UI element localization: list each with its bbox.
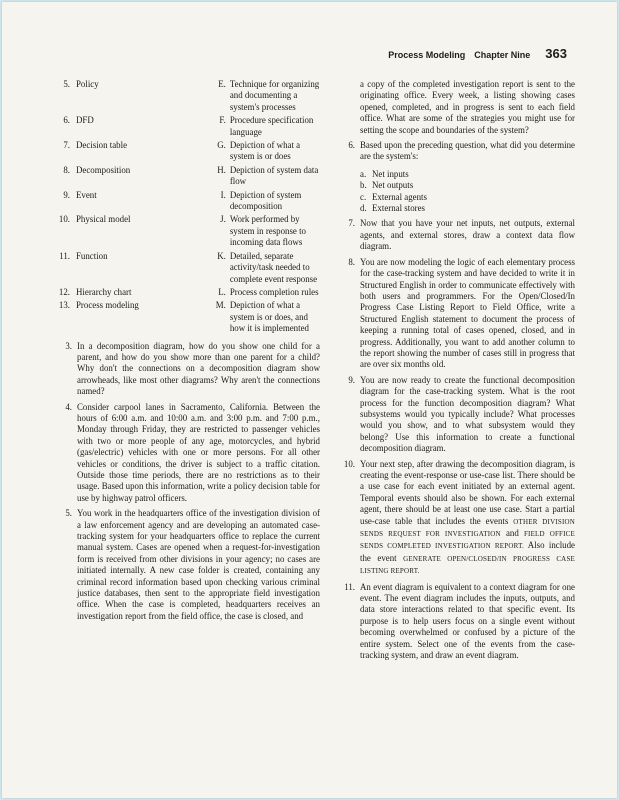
definition-letter: G. (217, 140, 226, 151)
event-name: FIELD OFFICE SENDS COMPLETED INVESTIGATION REPORT. (360, 530, 576, 551)
term-number: 9. (63, 189, 70, 200)
definition-text: Work performed by system in response to incoming data flows (229, 214, 306, 248)
term-number: 10. (58, 214, 70, 225)
header-section-title: Process Modeling (388, 50, 466, 60)
definition-text: Procedure specification language (229, 115, 314, 137)
left-column (58, 79, 320, 622)
matching-row (58, 190, 320, 213)
option-item: a. Net inputs (360, 168, 409, 179)
definition-text: Depiction of what a system is or does (229, 140, 301, 162)
matching-row (58, 300, 320, 334)
term-number: 8. (63, 164, 70, 175)
textbook-page (2, 2, 617, 798)
question-text: You work in the headquarters office of the investigation division of a law enforcement agency and are developing an automated case-tracking system for your headquarters office to replace the current manual system. Cases are opened when a request-for-investigation form is received from other divisions in your agency; no cases are initiated internally. A new case folder is created, containing any criminal record information based upon checking various criminal justice databases, then sent to the appropriate field investigation office. When the case is completed, headquarters receives an investigation report from the field office, the case is closed, and (77, 508, 320, 621)
question-number: 10. (343, 458, 355, 469)
definition-letter: H. (217, 164, 226, 175)
question-number: 6. (348, 140, 355, 151)
term-label: Decomposition (76, 164, 131, 175)
event-name: OTHER DIVISION SENDS REQUEST FOR INVESTIGATION (360, 517, 575, 539)
option-item: d. External stores (360, 203, 425, 214)
question-text: You are now modeling the logic of each elementary process for the case-tracking system and have decided to write it in Structured English in order to communicate effectively with both users and programmers. For the Open/Closed/In Progress Case Listing Report to Field Office, write a Structured English statement to document the process of keeping a running total of cases opened, closed, and in progress. Additionally, you want to add another column to the report showing the number of cases still in progress that are over six months old. (360, 256, 575, 370)
term-number: 6. (63, 115, 70, 126)
question-text: Your next step, after drawing the decomposition diagram, is creating the event-response or use-case list. There should be a use case for each event initiated by an external agent. Temporal events should also be shown. For each external agent, there should be at least one use case. Start a partial use-case table that includes the events (360, 458, 575, 526)
page-number: 363 (545, 46, 567, 61)
definition-text: Depiction of what a system is or does, and how it is implemented (229, 300, 309, 334)
question-number: 3. (65, 340, 72, 351)
question-text: Consider carpool lanes in Sacramento, California. Between the hours of 6:00 a.m. and 10:00 a.m. and 3:00 p.m. and 7:00 p.m., Monday through Friday, they are restricted to passenger vehicles with two or more people of any age, motorcycles, and hybrid (gas/electric) vehicles with one or more persons. For all other vehicles or conditions, the driver is subject to a traffic citation. Outside those time periods, there are no restrictions as to their usage. Based upon this information, write a policy decision table for use by highway patrol officers. (77, 401, 320, 503)
option-item: b. Net outputs (360, 180, 414, 191)
term-label: Physical model (76, 214, 131, 225)
question-item (58, 341, 320, 398)
question-number: 7. (348, 218, 355, 229)
definition-letter: J. (220, 214, 226, 225)
term-number: 13. (58, 300, 70, 311)
definition-text: Process completion rules (229, 286, 319, 297)
question-item (341, 257, 575, 371)
matching-row (58, 165, 320, 188)
question-6 (341, 140, 575, 218)
term-number: 11. (59, 250, 70, 261)
question-item (58, 508, 320, 622)
matching-row (58, 214, 320, 248)
option-list (360, 169, 575, 215)
option-item: c. External agents (360, 191, 427, 202)
term-number: 5. (63, 79, 70, 89)
matching-row (58, 115, 320, 138)
matching-row (58, 251, 320, 285)
definition-text: Depiction of system decomposition (229, 189, 302, 212)
question-number: 8. (348, 256, 355, 267)
definition-letter: M. (215, 300, 226, 311)
term-number: 7. (63, 140, 70, 151)
definition-letter: K. (217, 250, 226, 261)
event-name: GENERATE OPEN/CLOSED/IN PROGRESS CASE LISTING REPORT. (360, 554, 576, 576)
definition-text: Technique for organizing and documenting a system's processes (229, 79, 320, 112)
matching-row (58, 140, 320, 163)
header-chapter: Chapter Nine (474, 50, 531, 60)
right-column (341, 79, 575, 662)
definition-letter: E. (218, 79, 226, 89)
definition-text: Depiction of system data flow (229, 164, 319, 187)
question-number: 5. (65, 508, 72, 519)
right-questions (341, 218, 575, 454)
question-text: An event diagram is equivalent to a context diagram for one event. The event diagram includes the inputs, outputs, and data store interactions related to that specific event. Its purpose is to help users focus on a single event without becoming overwhelmed or confused by a picture of the entire system. Select one of the events from the case-tracking system, and draw an event diagram. (360, 581, 575, 661)
term-label: Hierarchy chart (76, 286, 132, 297)
term-label: Process modeling (76, 300, 139, 311)
question-text: You are now ready to create the functional decomposition diagram for the case-tracking system. What is the root process for the function decomposition diagram? What subsystems would you typically include? What processes would you show, and to what subsystem would they belong? Use this information to create a functional decomposition diagram. (360, 374, 575, 454)
left-questions (58, 341, 320, 623)
definition-text: Detailed, separate activity/task needed to complete event response (229, 250, 318, 284)
question-item (341, 218, 575, 252)
term-label: Policy (76, 79, 99, 89)
question-10: 10. Your next step, after drawing the decomposition diagram, is creating the event-response or use-case list. There should be a use case for each event initiated by an external agent. Temporal events should also be shown. For each external agent, there should be at least one use case. Start a partial use-case table that includes the events OTHER DIVISION SENDS REQUEST FOR INVESTIGATION and FIELD OFFICE SENDS COMPLETED INVESTIGATION REPORT. Also include the event GENERATE OPEN/CLOSED/IN PROGRESS CASE LISTING REPORT. (341, 459, 575, 578)
term-label: DFD (76, 115, 94, 126)
definition-letter: L. (218, 286, 226, 297)
term-number: 12. (58, 286, 70, 297)
term-label: Decision table (76, 140, 128, 151)
question-number: 11. (344, 581, 355, 592)
question-text: a copy of the completed investigation report is sent to the originating office. Every week, a listing showing cases opened, completed, and in progress is sent to each field office. What are some of the strategies you might use for setting the scope and boundaries of the system? (360, 79, 575, 135)
question-item (58, 402, 320, 505)
question-5-continued (341, 79, 575, 136)
term-label: Function (76, 250, 108, 261)
term-label: Event (76, 189, 97, 200)
question-number: 9. (348, 374, 355, 385)
definition-letter: I. (220, 189, 226, 200)
matching-row (58, 287, 320, 298)
question-text: In a decomposition diagram, how do you show one child for a parent, and how do you show more than one parent for a child? Why don't the connections on a decomposition diagram show arrowheads, like most other diagrams? Why aren't the connections named? (77, 340, 320, 397)
matching-row (58, 79, 320, 113)
question-text: Based upon the preceding question, what did you determine are the system's: (360, 140, 575, 162)
question-11 (341, 582, 575, 662)
definition-letter: F. (219, 115, 226, 126)
matching-list (58, 79, 320, 335)
question-item (341, 375, 575, 455)
question-text: Now that you have your net inputs, net outputs, external agents, and external stores, draw a context data flow diagram. (360, 218, 575, 252)
question-number: 4. (65, 401, 72, 412)
running-header (388, 46, 567, 61)
